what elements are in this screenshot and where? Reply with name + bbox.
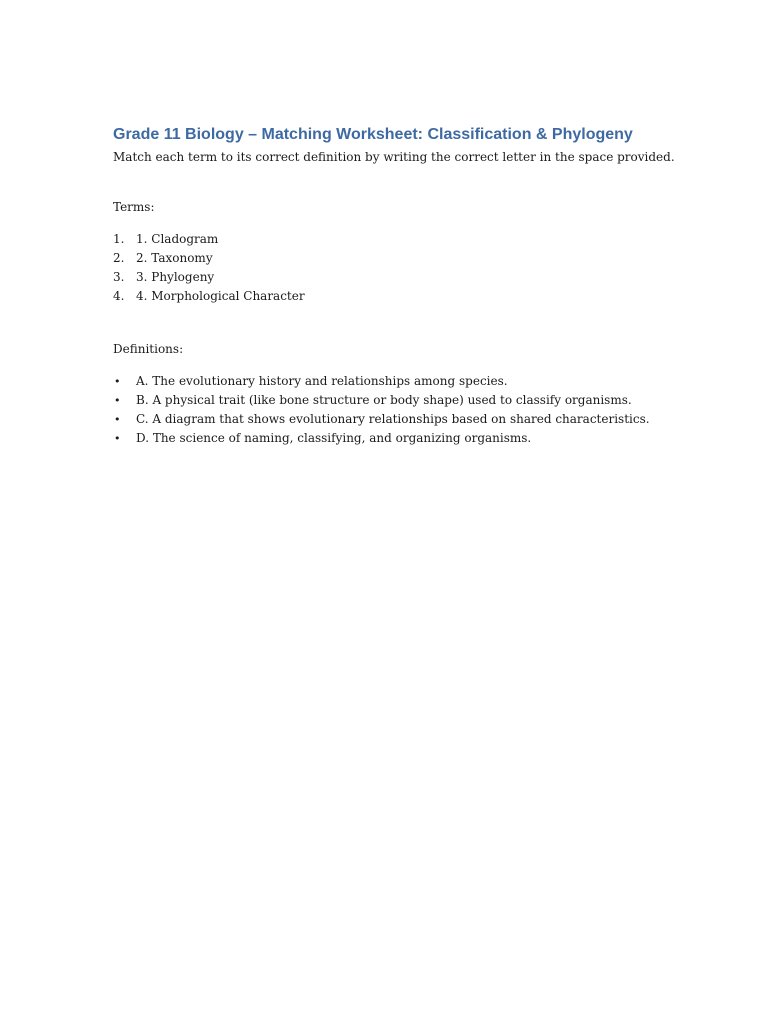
definition-text: A. The evolutionary history and relationships among species.	[136, 374, 508, 388]
definition-item	[113, 429, 713, 448]
bullet-icon: •	[114, 375, 121, 388]
term-number: 2.	[113, 251, 125, 265]
bullet-icon: •	[114, 413, 121, 426]
term-number: 4.	[113, 289, 125, 303]
term-item	[113, 249, 713, 268]
bullet-icon: •	[114, 394, 121, 407]
definition-text: B. A physical trait (like bone structure or body shape) used to classify organisms.	[136, 393, 632, 407]
term-text: 2. Taxonomy	[136, 251, 213, 265]
term-number: 3.	[113, 270, 125, 284]
term-item	[113, 230, 713, 249]
instructions-text: Match each term to its correct definition by writing the correct letter in the space provided.	[113, 150, 675, 164]
document-title: Grade 11 Biology – Matching Worksheet: Classification & Phylogeny	[113, 126, 633, 143]
definition-item	[113, 410, 713, 429]
definition-item	[113, 372, 713, 391]
term-text: 1. Cladogram	[136, 232, 219, 246]
term-item	[113, 268, 713, 287]
bullet-icon: •	[114, 432, 121, 445]
term-item	[113, 287, 713, 306]
term-text: 4. Morphological Character	[136, 289, 305, 303]
terms-heading: Terms:	[113, 200, 155, 214]
document-body	[113, 124, 713, 448]
term-text: 3. Phylogeny	[136, 270, 215, 284]
definition-text: D. The science of naming, classifying, and organizing organisms.	[136, 431, 532, 445]
definitions-heading: Definitions:	[113, 342, 184, 356]
definitions-list	[113, 372, 713, 448]
terms-list	[113, 230, 713, 306]
definition-text: C. A diagram that shows evolutionary relationships based on shared characteristics.	[136, 412, 650, 426]
definition-item	[113, 391, 713, 410]
term-number: 1.	[113, 232, 125, 246]
